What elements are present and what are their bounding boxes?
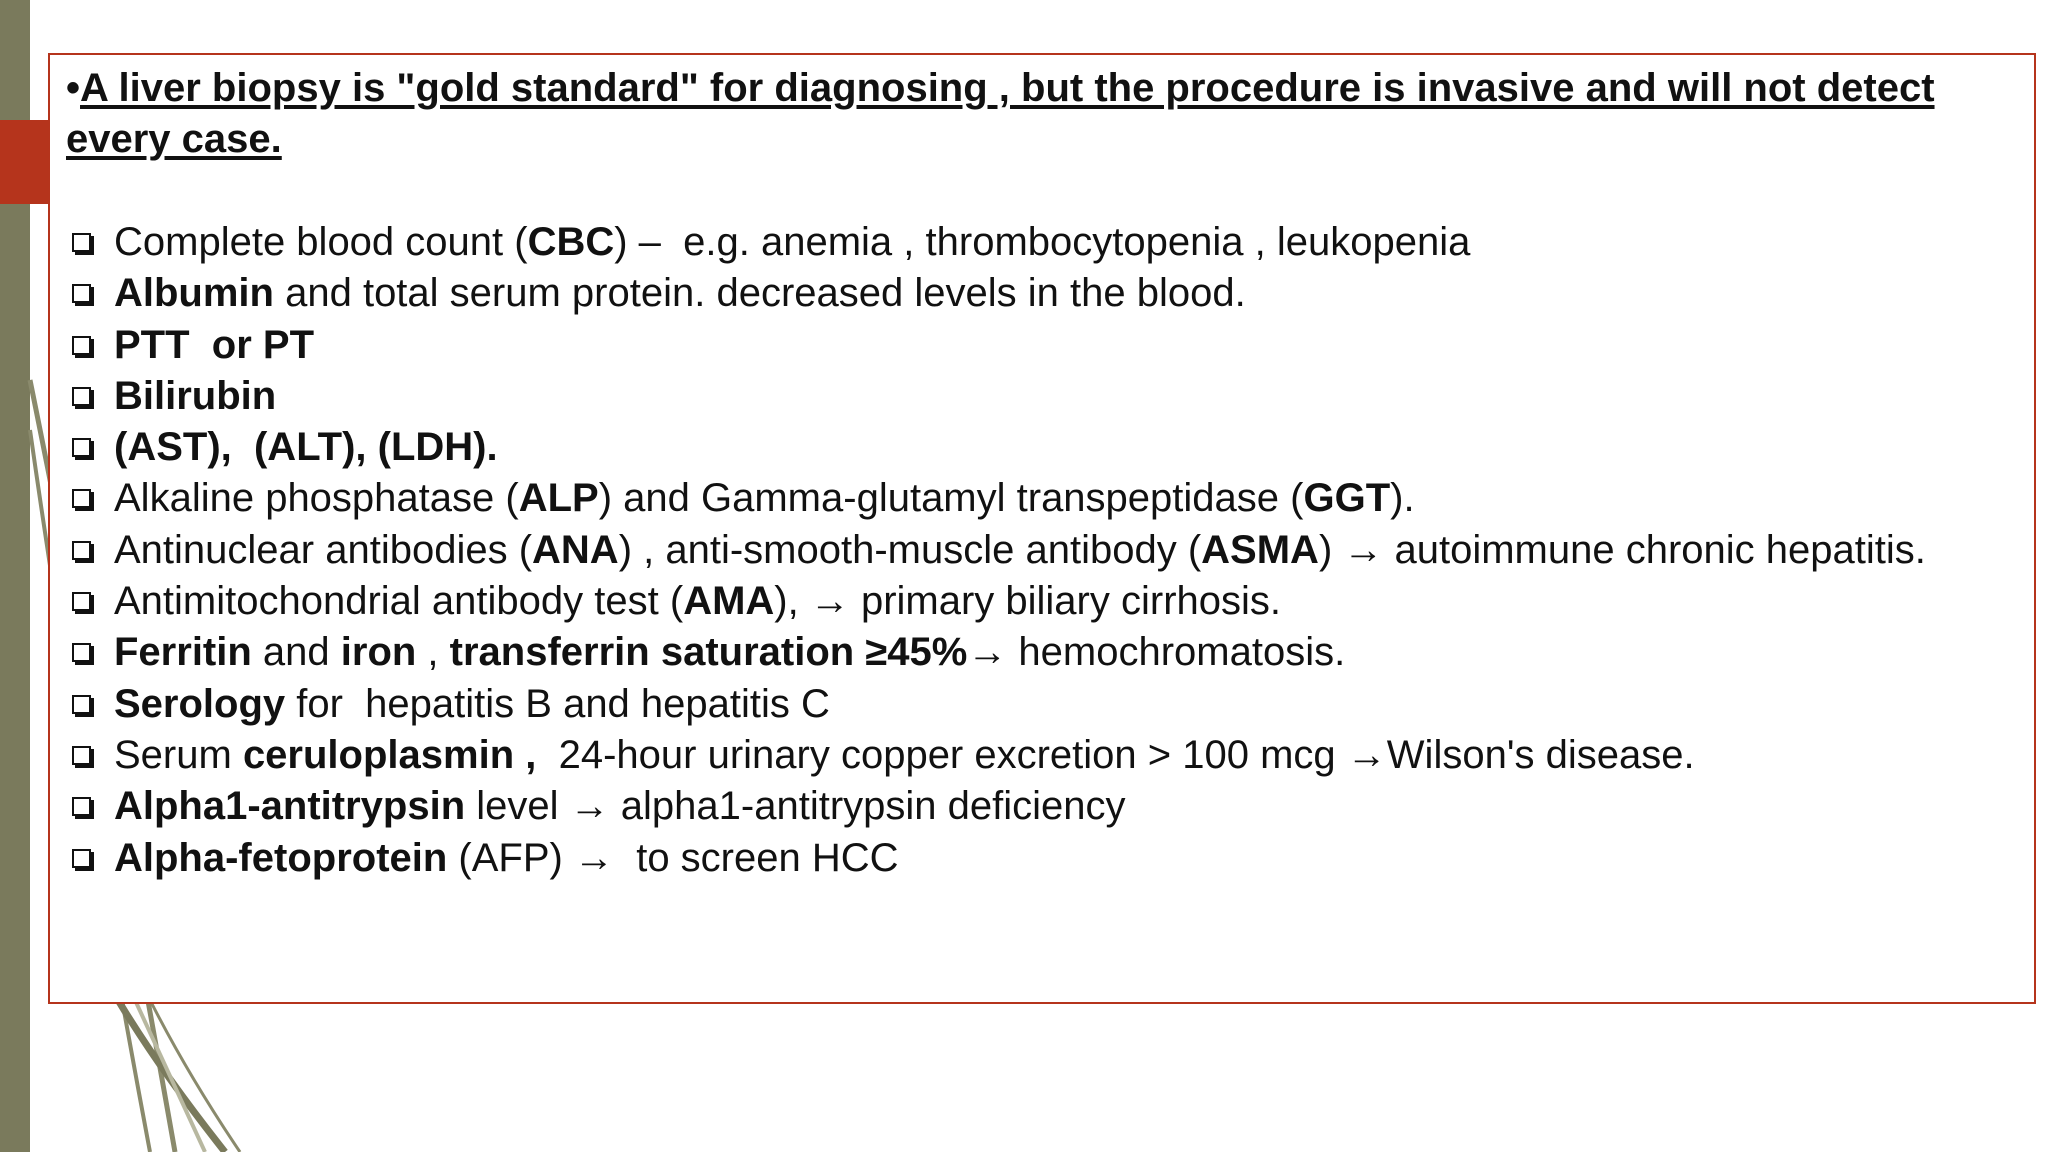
checkbox-square-icon [72,643,91,662]
test-item [66,525,2018,576]
text: autoimmune chronic hepatitis. [1383,527,1926,572]
text: to screen HCC [613,835,899,880]
text: , [416,630,450,675]
checkbox-square-icon [72,797,91,816]
test-item [66,730,2018,781]
checkbox-square-icon [72,541,91,560]
right-arrow-icon: → [573,835,614,880]
text: hemochromatosis. [1007,630,1346,675]
text: Antinuclear antibodies ( [114,527,533,572]
bold-text: (AST), (ALT), (LDH). [114,425,498,470]
diagnostic-test-list [66,217,2018,884]
checkbox-square-icon [72,695,91,714]
text: and total serum protein. decreased levels in the blood. [273,271,1246,316]
test-item [66,781,2018,832]
test-item [66,833,2018,884]
test-item [66,422,2018,473]
right-arrow-icon: → [1346,732,1387,777]
bold-text: ceruloplasmin , [242,732,537,777]
text: level [465,784,570,829]
test-item [66,576,2018,627]
bold-text: Albumin [114,271,274,316]
bold-text: Alpha-fetoprotein [114,835,448,880]
bold-text: Ferritin [114,630,252,675]
bold-text: PTT or PT [114,322,314,367]
checkbox-square-icon [72,489,91,508]
right-arrow-icon: → [809,579,850,624]
checkbox-square-icon [72,233,91,252]
bold-text: ALP [518,476,599,521]
text: ) and Gamma-glutamyl transpeptidase ( [598,476,1304,521]
red-accent-bar [0,120,48,204]
test-item [66,320,2018,371]
bold-text: Alpha1-antitrypsin [114,784,466,829]
right-arrow-icon: → [1343,527,1384,572]
bold-text: transferrin saturation ≥45% [449,630,968,675]
text: ) [1318,527,1344,572]
text: 24-hour urinary copper excretion > 100 mcg [536,732,1347,777]
checkbox-square-icon [72,849,91,868]
text: Complete blood count ( [114,220,528,264]
bold-text: Serology [114,681,286,726]
text: alpha1-antitrypsin deficiency [609,784,1126,829]
right-arrow-icon: → [569,784,610,829]
test-item [66,679,2018,730]
text: Antimitochondrial antibody test ( [114,579,684,624]
test-item [66,627,2018,678]
test-item [66,473,2018,524]
headline [66,63,2016,165]
text: primary biliary cirrhosis. [849,579,1281,624]
text: Wilson's disease. [1386,732,1695,777]
content-box [48,53,2036,1004]
bold-text: iron [340,630,417,675]
test-item [66,217,2018,268]
checkbox-square-icon [72,336,91,355]
text: ). [1390,476,1415,521]
bold-text: ANA [532,527,619,572]
headline-bullet: • [66,66,81,110]
bold-text: AMA [683,579,775,624]
test-item [66,371,2018,422]
headline-text: A liver biopsy is "gold standard" for diagnosing , but the procedure is invasive and will not detect every case. [66,66,1935,161]
bold-text: ASMA [1201,527,1319,572]
bold-text: Bilirubin [114,373,277,418]
checkbox-square-icon [72,438,91,457]
text: Alkaline phosphatase ( [114,476,519,521]
checkbox-square-icon [72,592,91,611]
text: (AFP) [447,835,574,880]
text: ) , anti-smooth-muscle antibody ( [618,527,1202,572]
text: Serum [114,732,243,777]
checkbox-square-icon [72,746,91,765]
text: ) – e.g. anemia , thrombocytopenia , leukopenia [614,220,1471,264]
text: and [251,630,341,675]
checkbox-square-icon [72,387,91,406]
checkbox-square-icon [72,284,91,303]
text: for hepatitis B and hepatitis C [285,681,830,726]
bold-text: GGT [1303,476,1391,521]
text: ), [774,579,810,624]
right-arrow-icon: → [967,630,1008,675]
bold-text: CBC [527,220,615,264]
test-item [66,268,2018,319]
